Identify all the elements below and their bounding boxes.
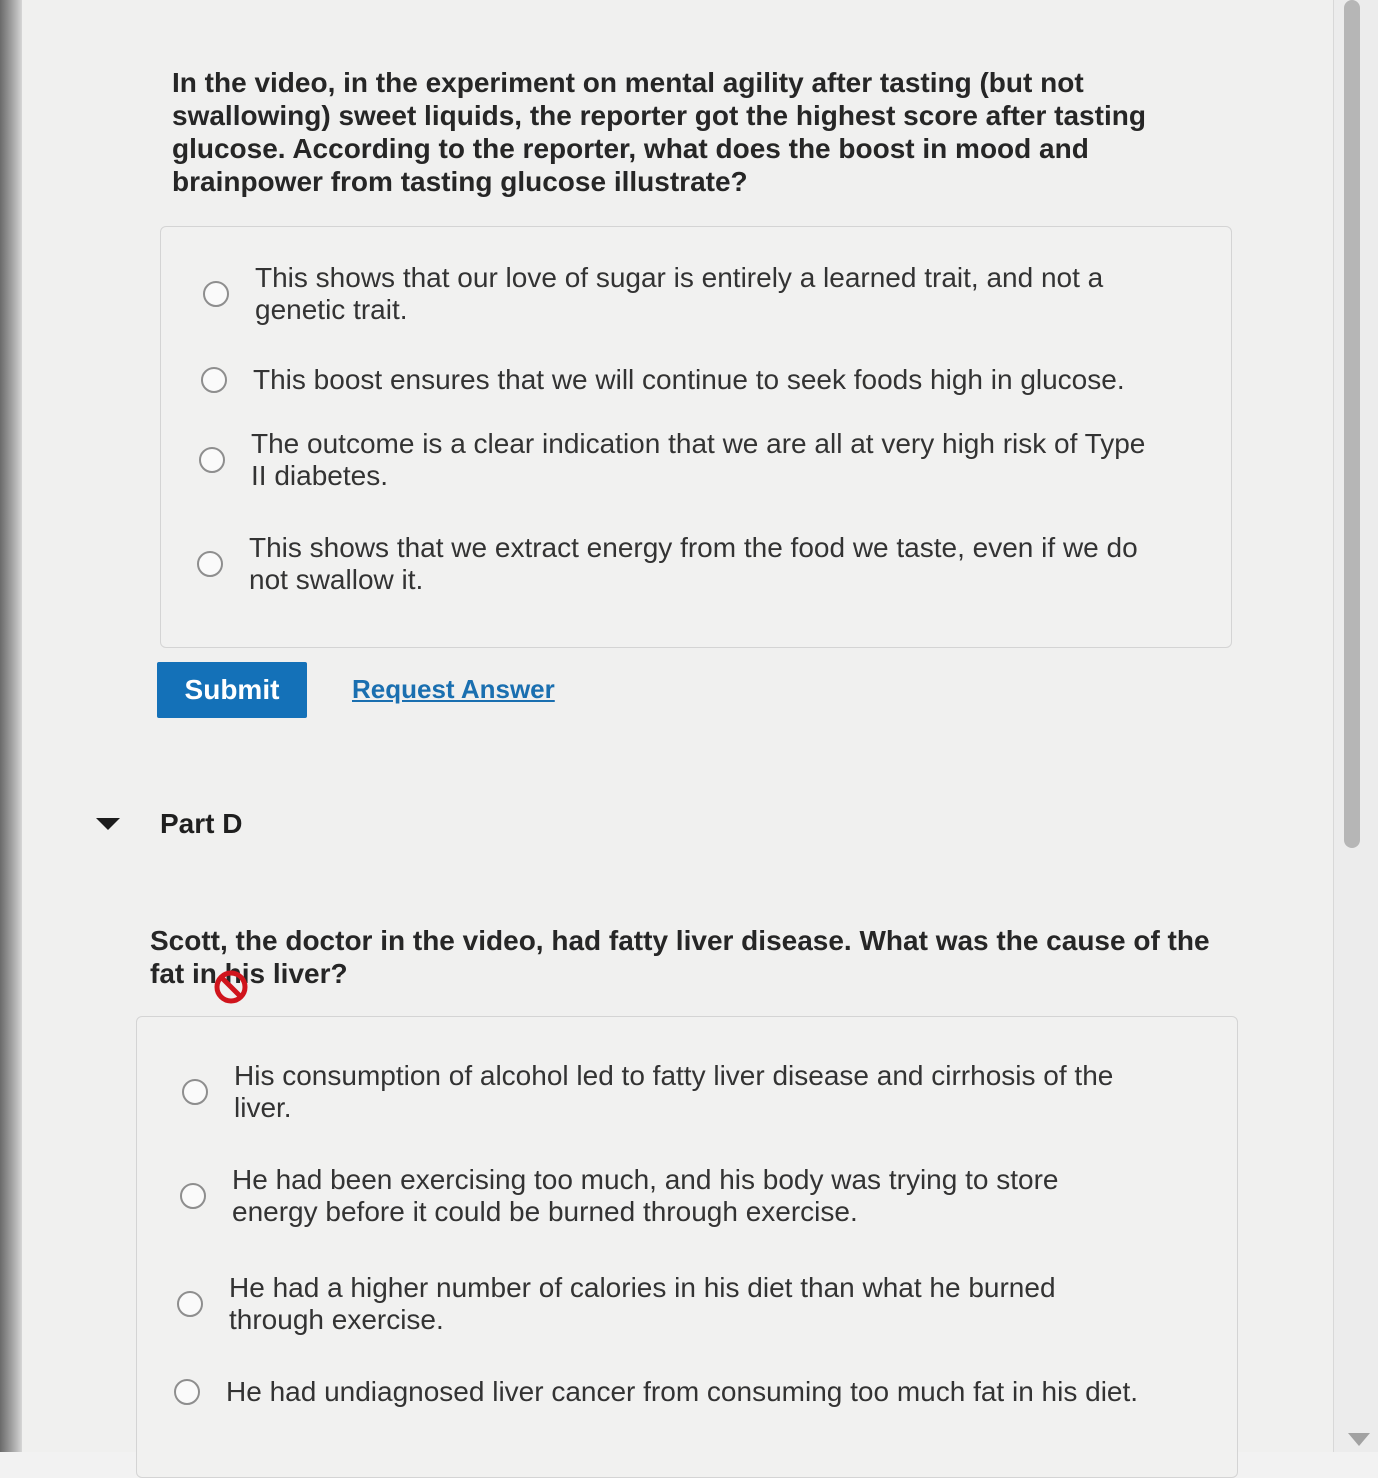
part-c-option-1[interactable] xyxy=(203,262,1123,326)
part-c-option-2[interactable] xyxy=(201,364,1161,396)
part-d-option-2[interactable] xyxy=(180,1164,1120,1228)
option-label: This boost ensures that we will continue to seek foods high in glucose. xyxy=(253,364,1125,395)
option-label: The outcome is a clear indication that we are all at very high risk of Type II diabetes. xyxy=(251,428,1146,491)
part-d-title: Part D xyxy=(160,808,243,839)
part-d-question: Scott, the doctor in the video, had fatty liver disease. What was the cause of the fat in his liver? xyxy=(150,925,1210,989)
window-edge xyxy=(0,0,22,1452)
scrollbar-thumb[interactable] xyxy=(1344,0,1360,848)
triangle-down-icon[interactable] xyxy=(96,818,120,830)
part-d-option-3[interactable] xyxy=(177,1272,1117,1336)
radio-unselected-icon[interactable] xyxy=(182,1079,208,1105)
radio-unselected-icon[interactable] xyxy=(177,1291,203,1317)
part-c-question: In the video, in the experiment on mental agility after tasting (but not swallowing) sweet liquids, the reporter got the highest score after tasting glucose. According to the reporter, what does the boost in mood and brainpower from tasting glucose illustrate? xyxy=(172,67,1146,197)
option-label: This shows that our love of sugar is entirely a learned trait, and not a genetic trait. xyxy=(255,262,1104,325)
option-label: He had a higher number of calories in his diet than what he burned through exercise. xyxy=(229,1272,1056,1335)
vertical-scrollbar[interactable] xyxy=(1333,0,1378,1452)
option-label: He had been exercising too much, and his body was trying to store energy before it could be burned through exercise. xyxy=(232,1164,1059,1227)
scroll-down-arrow-icon[interactable] xyxy=(1348,1433,1370,1446)
option-label: This shows that we extract energy from the food we taste, even if we do not swallow it. xyxy=(249,532,1138,595)
part-d-option-4[interactable] xyxy=(174,1376,1214,1408)
submit-button[interactable]: Submit xyxy=(157,662,307,718)
option-label: His consumption of alcohol led to fatty liver disease and cirrhosis of the liver. xyxy=(234,1060,1114,1123)
radio-unselected-icon[interactable] xyxy=(174,1379,200,1405)
radio-unselected-icon[interactable] xyxy=(180,1183,206,1209)
radio-unselected-icon[interactable] xyxy=(199,447,225,473)
option-label: He had undiagnosed liver cancer from consuming too much fat in his diet. xyxy=(226,1376,1139,1407)
radio-unselected-icon[interactable] xyxy=(201,367,227,393)
part-c-option-3[interactable] xyxy=(199,428,1159,492)
radio-unselected-icon[interactable] xyxy=(197,551,223,577)
part-d-option-1[interactable] xyxy=(182,1060,1142,1124)
part-c-option-4[interactable] xyxy=(197,532,1157,596)
not-allowed-cursor-icon xyxy=(213,969,249,1005)
request-answer-link[interactable]: Request Answer xyxy=(352,674,555,704)
radio-unselected-icon[interactable] xyxy=(203,281,229,307)
